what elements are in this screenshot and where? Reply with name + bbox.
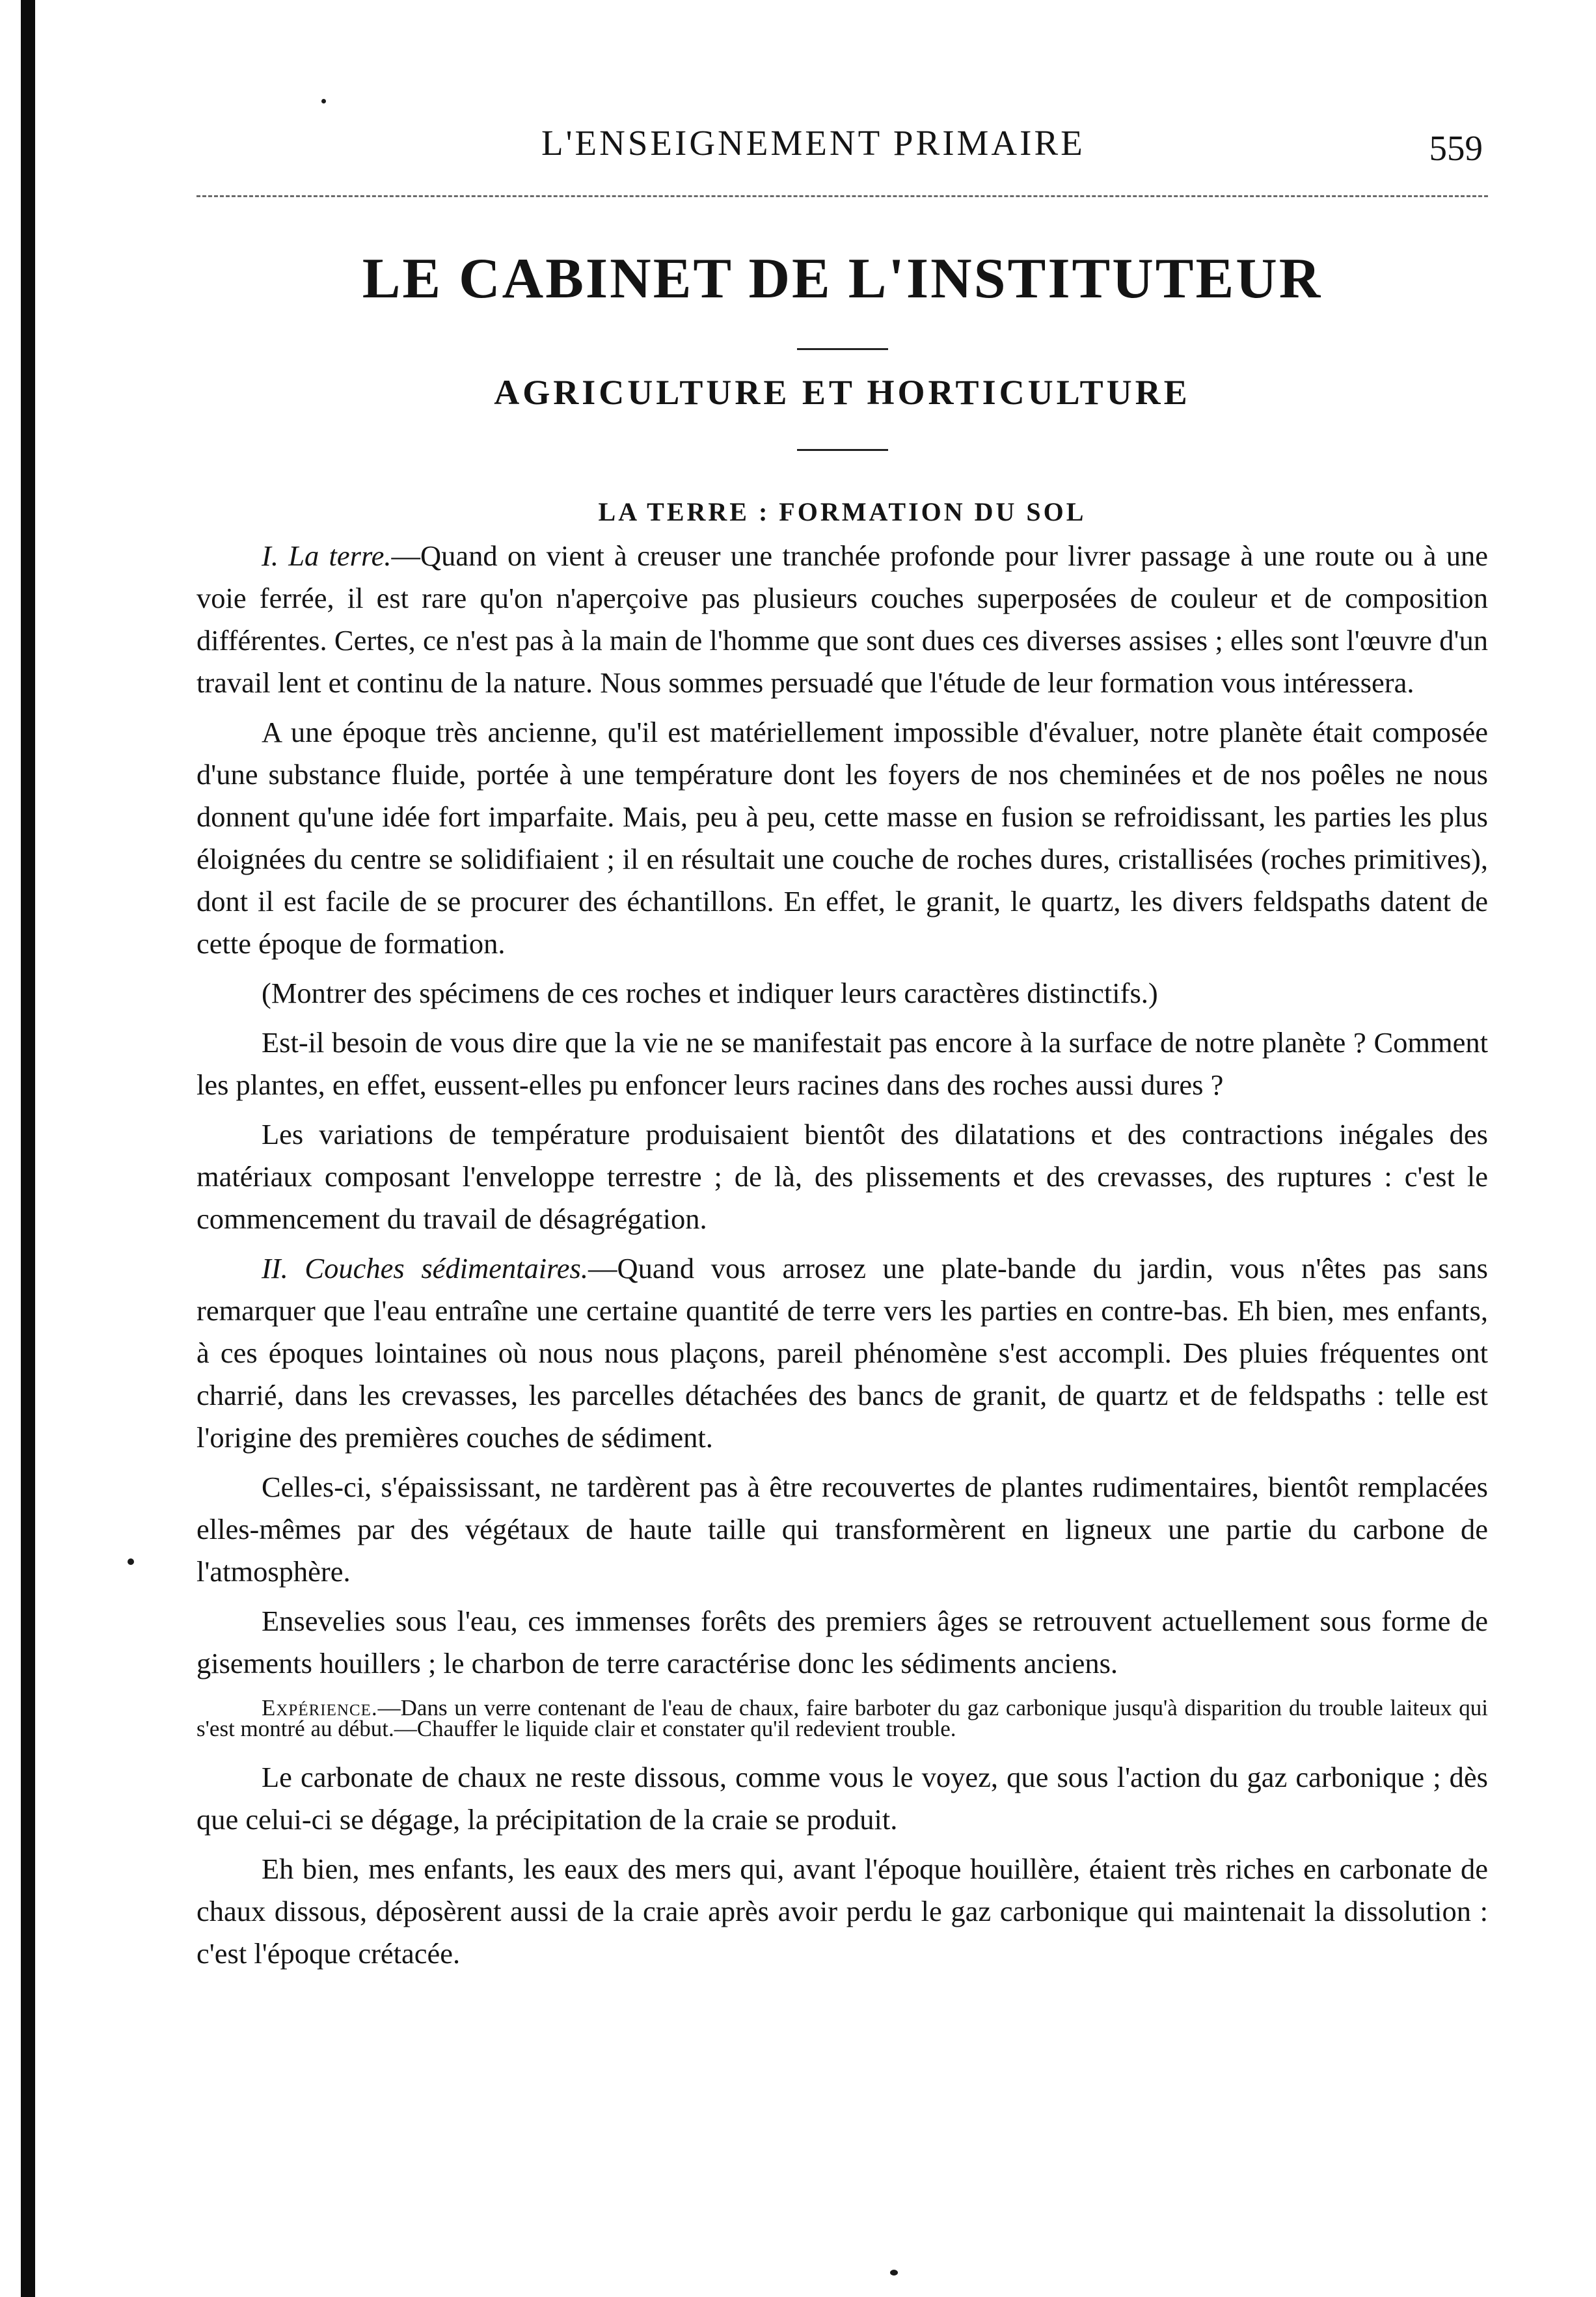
section-divider (797, 449, 888, 451)
paragraph-text: Ensevelies sous l'eau, ces immenses forêts des premiers âges se retrouvent actuellement sous forme de gisements houillers ; le charbon de terre caractérise donc les sédiments anciens. (196, 1605, 1488, 1679)
paragraph-text: Le carbonate de chaux ne reste dissous, comme vous le voyez, que sous l'action du gaz carbonique ; dès que celui-ci se dégage, la précipitation de la craie se produit. (196, 1761, 1488, 1836)
paragraph-text: Est-il besoin de vous dire que la vie ne se manifestait pas encore à la surface de notre planète ? Comment les plantes, en effet, eussent-elles pu enfoncer leurs racines dans des roches aussi dures ? (196, 1026, 1488, 1101)
paragraph (196, 1247, 1488, 1459)
page (196, 0, 1488, 1982)
paragraph-text: A une époque très ancienne, qu'il est matériellement impossible d'évaluer, notre planète était composée d'une substance fluide, portée à une température dont les foyers de nos cheminées et de nos poêles ne nous donnent qu'une idée fort imparfaite. Mais, peu à peu, cette masse en fusion se refroidissant, les parties les plus éloignées du centre se solidifiaient ; il en résultait une couche de roches dures, cristallisées (roches primitives), dont il est facile de se procurer des échantillons. En effet, le granit, le quartz, les divers feldspaths datent de cette époque de formation. (196, 716, 1488, 960)
paragraph-lead: I. La terre. (262, 539, 392, 572)
paragraph (196, 1756, 1488, 1841)
header-rule (196, 195, 1488, 197)
paragraph-lead: II. Couches sédimentaires. (262, 1252, 588, 1284)
paragraph-text: Eh bien, mes enfants, les eaux des mers qui, avant l'époque houillère, étaient très riches en carbonate de chaux dissous, déposèrent aussi de la craie après avoir perdu le gaz carbonique qui maintenait la dissolution : c'est l'époque crétacée. (196, 1853, 1488, 1970)
experiment-note (196, 1695, 1488, 1741)
experiment-label: Expérience. (262, 1695, 378, 1720)
paragraph (196, 535, 1488, 704)
page-title: LE CABINET DE L'INSTITUTEUR (362, 247, 1323, 310)
running-title: L'ENSEIGNEMENT PRIMAIRE (541, 123, 1085, 163)
scan-speck (890, 2270, 898, 2276)
paragraph (196, 1113, 1488, 1240)
subsection-title: LA TERRE : FORMATION DU SOL (598, 497, 1087, 526)
section-title: AGRICULTURE ET HORTICULTURE (494, 373, 1191, 412)
paragraph-text: —Quand vous arrosez une plate-bande du jardin, vous n'êtes pas sans remarquer que l'eau entraîne une certaine quantité de terre vers les parties en contre-bas. Eh bien, mes enfants, à ces époques lointaines où nous nous plaçons, pareil phénomène s'est accompli. Des pluies fréquentes ont charrié, dans les crevasses, les parcelles détachées des bancs de granit, de quartz et de feldspaths : telle est l'origine des premières couches de sédiment. (196, 1252, 1488, 1454)
experiment-text: —Dans un verre contenant de l'eau de chaux, faire barboter du gaz carbonique jusqu'à disparition du trouble laiteux qui s'est montré au début.—Chauffer le liquide clair et constater qu'il redevient trouble. (196, 1695, 1488, 1741)
paragraph-text: Les variations de température produisaient bientôt des dilatations et des contractions inégales des matériaux composant l'enveloppe terrestre ; de là, des plissements et des crevasses, des ruptures : c'est le commencement du travail de désagrégation. (196, 1118, 1488, 1235)
paragraph (196, 1466, 1488, 1593)
paragraph (196, 1022, 1488, 1106)
paragraph (196, 972, 1488, 1014)
paragraph-text: (Montrer des spécimens de ces roches et indiquer leurs caractères distinctifs.) (262, 977, 1158, 1009)
scan-binding-edge (21, 0, 35, 2297)
page-number: 559 (1429, 128, 1483, 168)
paragraph (196, 1848, 1488, 1975)
paragraph (196, 711, 1488, 965)
scan-speck (128, 1558, 134, 1565)
article-body (196, 535, 1488, 1975)
title-divider (797, 348, 888, 350)
running-header (196, 0, 1488, 168)
paragraph-text: —Quand on vient à creuser une tranchée profonde pour livrer passage à une route ou à une voie ferrée, il est rare qu'on n'aperçoive pas plusieurs couches superposées de couleur et de composition différentes. Certes, ce n'est pas à la main de l'homme que sont dues ces diverses assises ; elles sont l'œuvre d'un travail lent et continu de la nature. Nous sommes persuadé que l'étude de leur formation vous intéressera. (196, 539, 1489, 699)
paragraph-text: Celles-ci, s'épaississant, ne tardèrent pas à être recouvertes de plantes rudimentaires, bientôt remplacées elles-mêmes par des végétaux de haute taille qui transformèrent en ligneux une partie du carbone de l'atmosphère. (196, 1471, 1488, 1588)
paragraph (196, 1600, 1488, 1685)
